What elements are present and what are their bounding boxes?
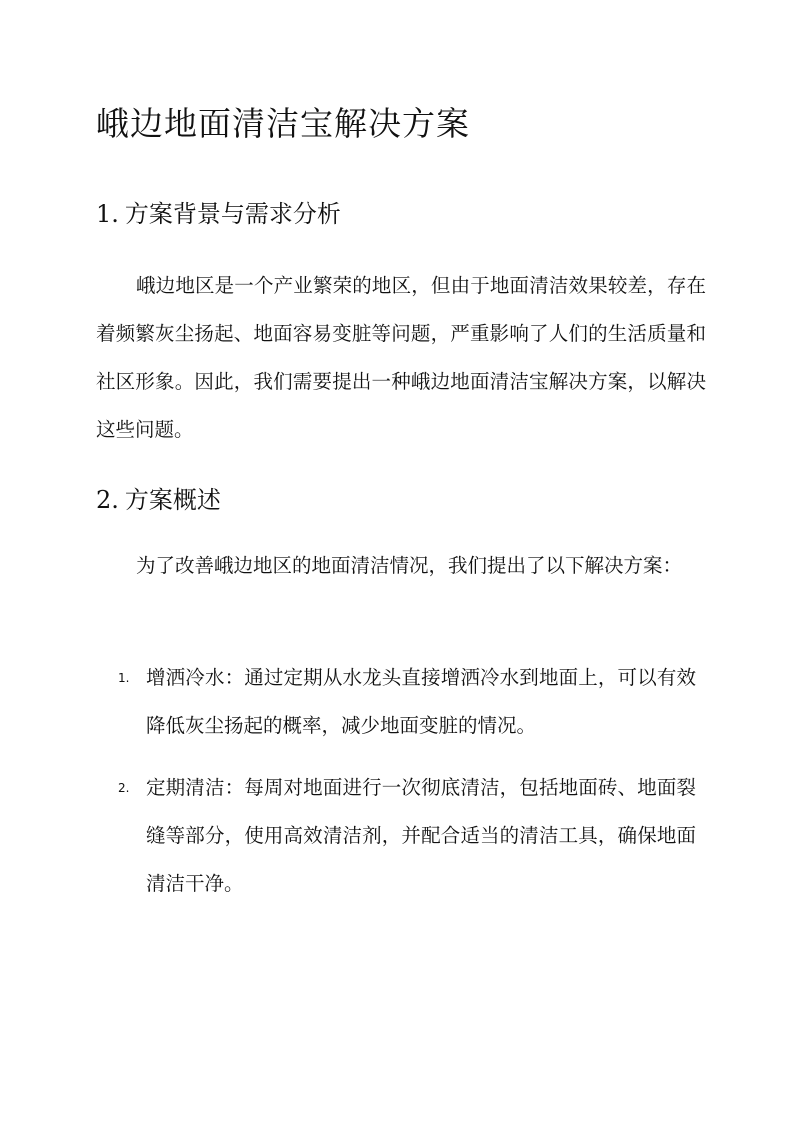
section-1-heading (96, 194, 341, 229)
document-title: 峨边地面清洁宝解决方案 (96, 104, 470, 143)
section-1-paragraph: 峨边地区是一个产业繁荣的地区，但由于地面清洁效果较差，存在着频繁灰尘扬起、地面容易变脏等问题，严重影响了人们的生活质量和社区形象。因此，我们需要提出一种峨边地面清洁宝解决方案，以解决这些问题。 (96, 274, 706, 441)
section-1-title: 方案背景与需求分析 (124, 200, 341, 228)
section-2-heading (96, 480, 221, 515)
section-1-number: 1. (96, 200, 119, 228)
list-item-text: 定期清洁：每周对地面进行一次彻底清洁，包括地面砖、地面裂缝等部分，使用高效清洁剂，并配合适当的清洁工具，确保地面清洁干净。 (146, 776, 696, 895)
section-2-number: 2. (96, 486, 119, 514)
section-2-title: 方案概述 (124, 486, 221, 514)
list-item-text: 增洒冷水：通过定期从水龙头直接增洒冷水到地面上，可以有效降低灰尘扬起的概率，减少地面变脏的情况。 (146, 666, 696, 737)
list-item-marker: 1. (118, 671, 130, 685)
list-item-marker: 2. (118, 781, 130, 795)
section-2-paragraph: 为了改善峨边地区的地面清洁情况，我们提出了以下解决方案： (136, 554, 683, 577)
